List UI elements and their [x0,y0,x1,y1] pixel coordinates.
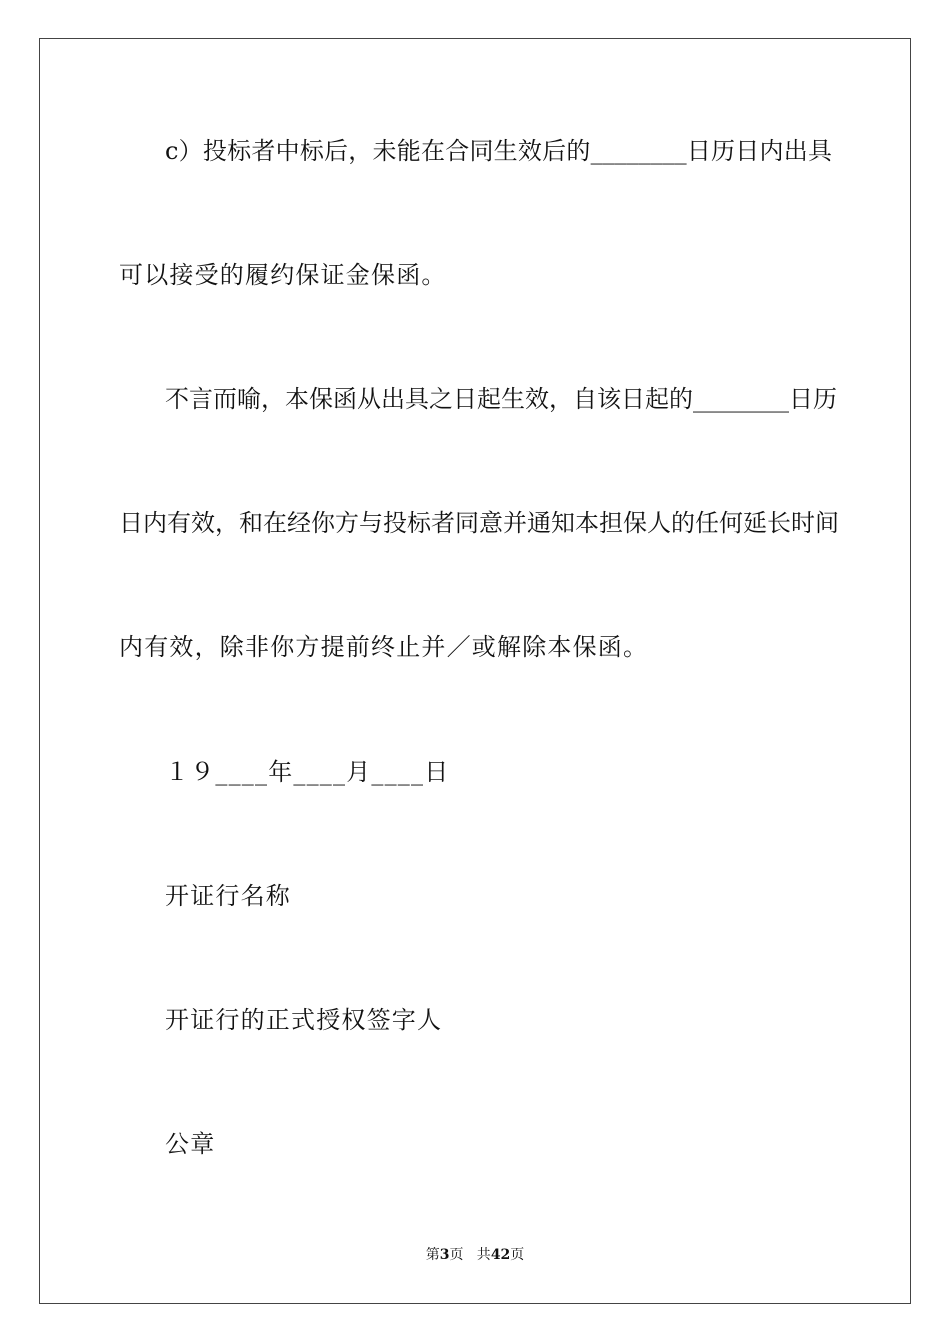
footer-prefix: 第 [425,1247,440,1263]
page-footer [0,1246,950,1264]
current-page-number: 3 [439,1247,450,1263]
date-line: １９____年____月____日 [165,758,450,786]
para2-line2: 日内有效，和在经你方与投标者同意并通知本担保人的任何延长时间 [119,509,839,537]
para2-line1: 不言而喻，本保函从出具之日起生效，自该日起的________日历 [165,385,837,413]
para1-line1: c）投标者中标后，未能在合同生效后的________日历日内出具 [165,137,832,165]
footer-mid: 页 共 [449,1247,491,1263]
para1-line2: 可以接受的履约保证金保函。 [119,261,447,289]
footer-suffix: 页 [510,1247,525,1263]
para2-line3: 内有效，除非你方提前终止并／或解除本保函。 [119,633,649,661]
issuer-name-label: 开证行名称 [165,882,291,910]
seal-label: 公章 [165,1130,216,1158]
total-page-count: 42 [490,1247,511,1263]
page-frame [39,38,911,1304]
signatory-label: 开证行的正式授权签字人 [165,1006,443,1034]
